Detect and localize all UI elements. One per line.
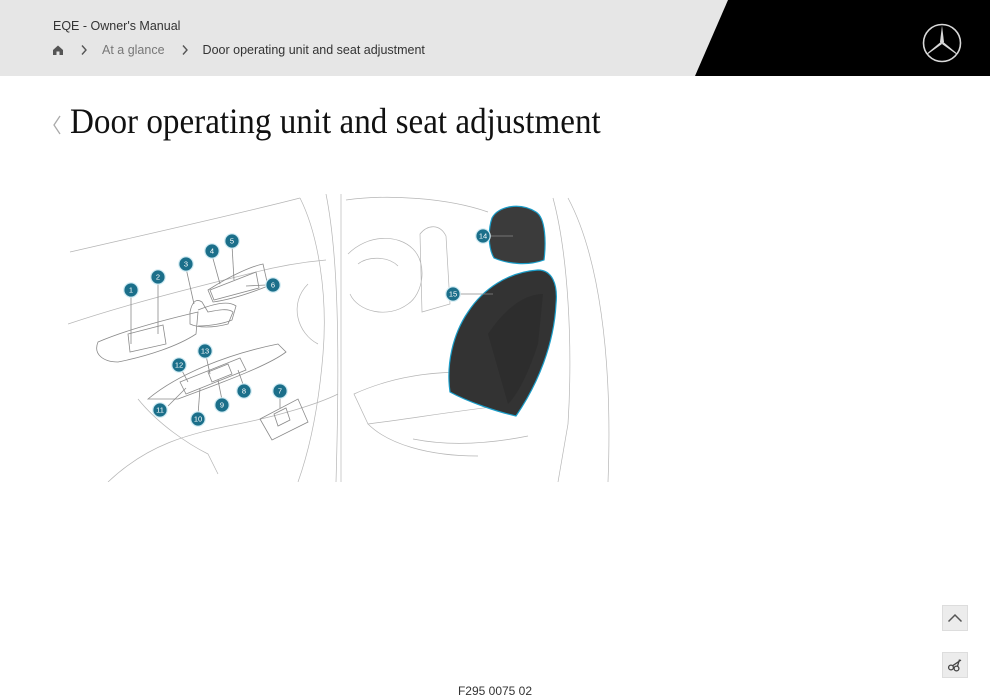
callout-8 xyxy=(237,384,251,398)
callout-markers xyxy=(124,229,490,426)
chevron-up-icon xyxy=(947,613,963,623)
callout-5 xyxy=(225,234,239,248)
callout-7 xyxy=(273,384,287,398)
svg-text:2: 2 xyxy=(155,272,161,282)
back-chevron-icon[interactable] xyxy=(51,114,63,136)
header-bar xyxy=(0,0,990,76)
door-panel-drawing xyxy=(68,194,338,482)
svg-text:8: 8 xyxy=(241,386,247,396)
svg-text:14: 14 xyxy=(478,231,488,241)
svg-text:7: 7 xyxy=(277,386,283,396)
callout-3 xyxy=(179,257,193,271)
callout-10 xyxy=(191,412,205,426)
chevron-right-icon xyxy=(80,44,88,56)
door-seat-illustration xyxy=(68,194,616,482)
svg-text:15: 15 xyxy=(448,289,458,299)
callout-13 xyxy=(198,344,212,358)
callout-2 xyxy=(151,270,165,284)
home-icon[interactable] xyxy=(52,44,64,56)
scroll-to-top-button[interactable] xyxy=(942,605,968,631)
scissors-icon xyxy=(947,658,963,672)
tool-button[interactable] xyxy=(942,652,968,678)
headrest xyxy=(489,206,545,263)
image-code: F295 0075 02 xyxy=(457,684,533,698)
svg-text:11: 11 xyxy=(156,405,164,415)
svg-text:12: 12 xyxy=(174,360,184,370)
breadcrumb xyxy=(52,42,425,58)
mercedes-star-logo[interactable] xyxy=(921,22,963,64)
chevron-right-icon xyxy=(181,44,189,56)
callout-14 xyxy=(476,229,490,243)
svg-text:9: 9 xyxy=(219,400,225,410)
svg-text:10: 10 xyxy=(193,414,203,424)
callout-11 xyxy=(153,403,167,417)
callout-1 xyxy=(124,283,138,297)
svg-text:13: 13 xyxy=(200,346,210,356)
page-title: Door operating unit and seat adjustment xyxy=(70,101,601,141)
svg-text:4: 4 xyxy=(209,246,215,256)
app-title: EQE - Owner's Manual xyxy=(53,19,181,33)
breadcrumb-link-at-a-glance[interactable]: At a glance xyxy=(102,43,165,57)
callout-12 xyxy=(172,358,186,372)
svg-text:1: 1 xyxy=(128,285,134,295)
callout-9 xyxy=(215,398,229,412)
breadcrumb-current: Door operating unit and seat adjustment xyxy=(202,43,425,57)
svg-text:5: 5 xyxy=(229,236,235,246)
svg-text:6: 6 xyxy=(270,280,276,290)
callout-6 xyxy=(266,278,280,292)
callout-4 xyxy=(205,244,219,258)
svg-text:3: 3 xyxy=(183,259,189,269)
callout-15 xyxy=(446,287,460,301)
